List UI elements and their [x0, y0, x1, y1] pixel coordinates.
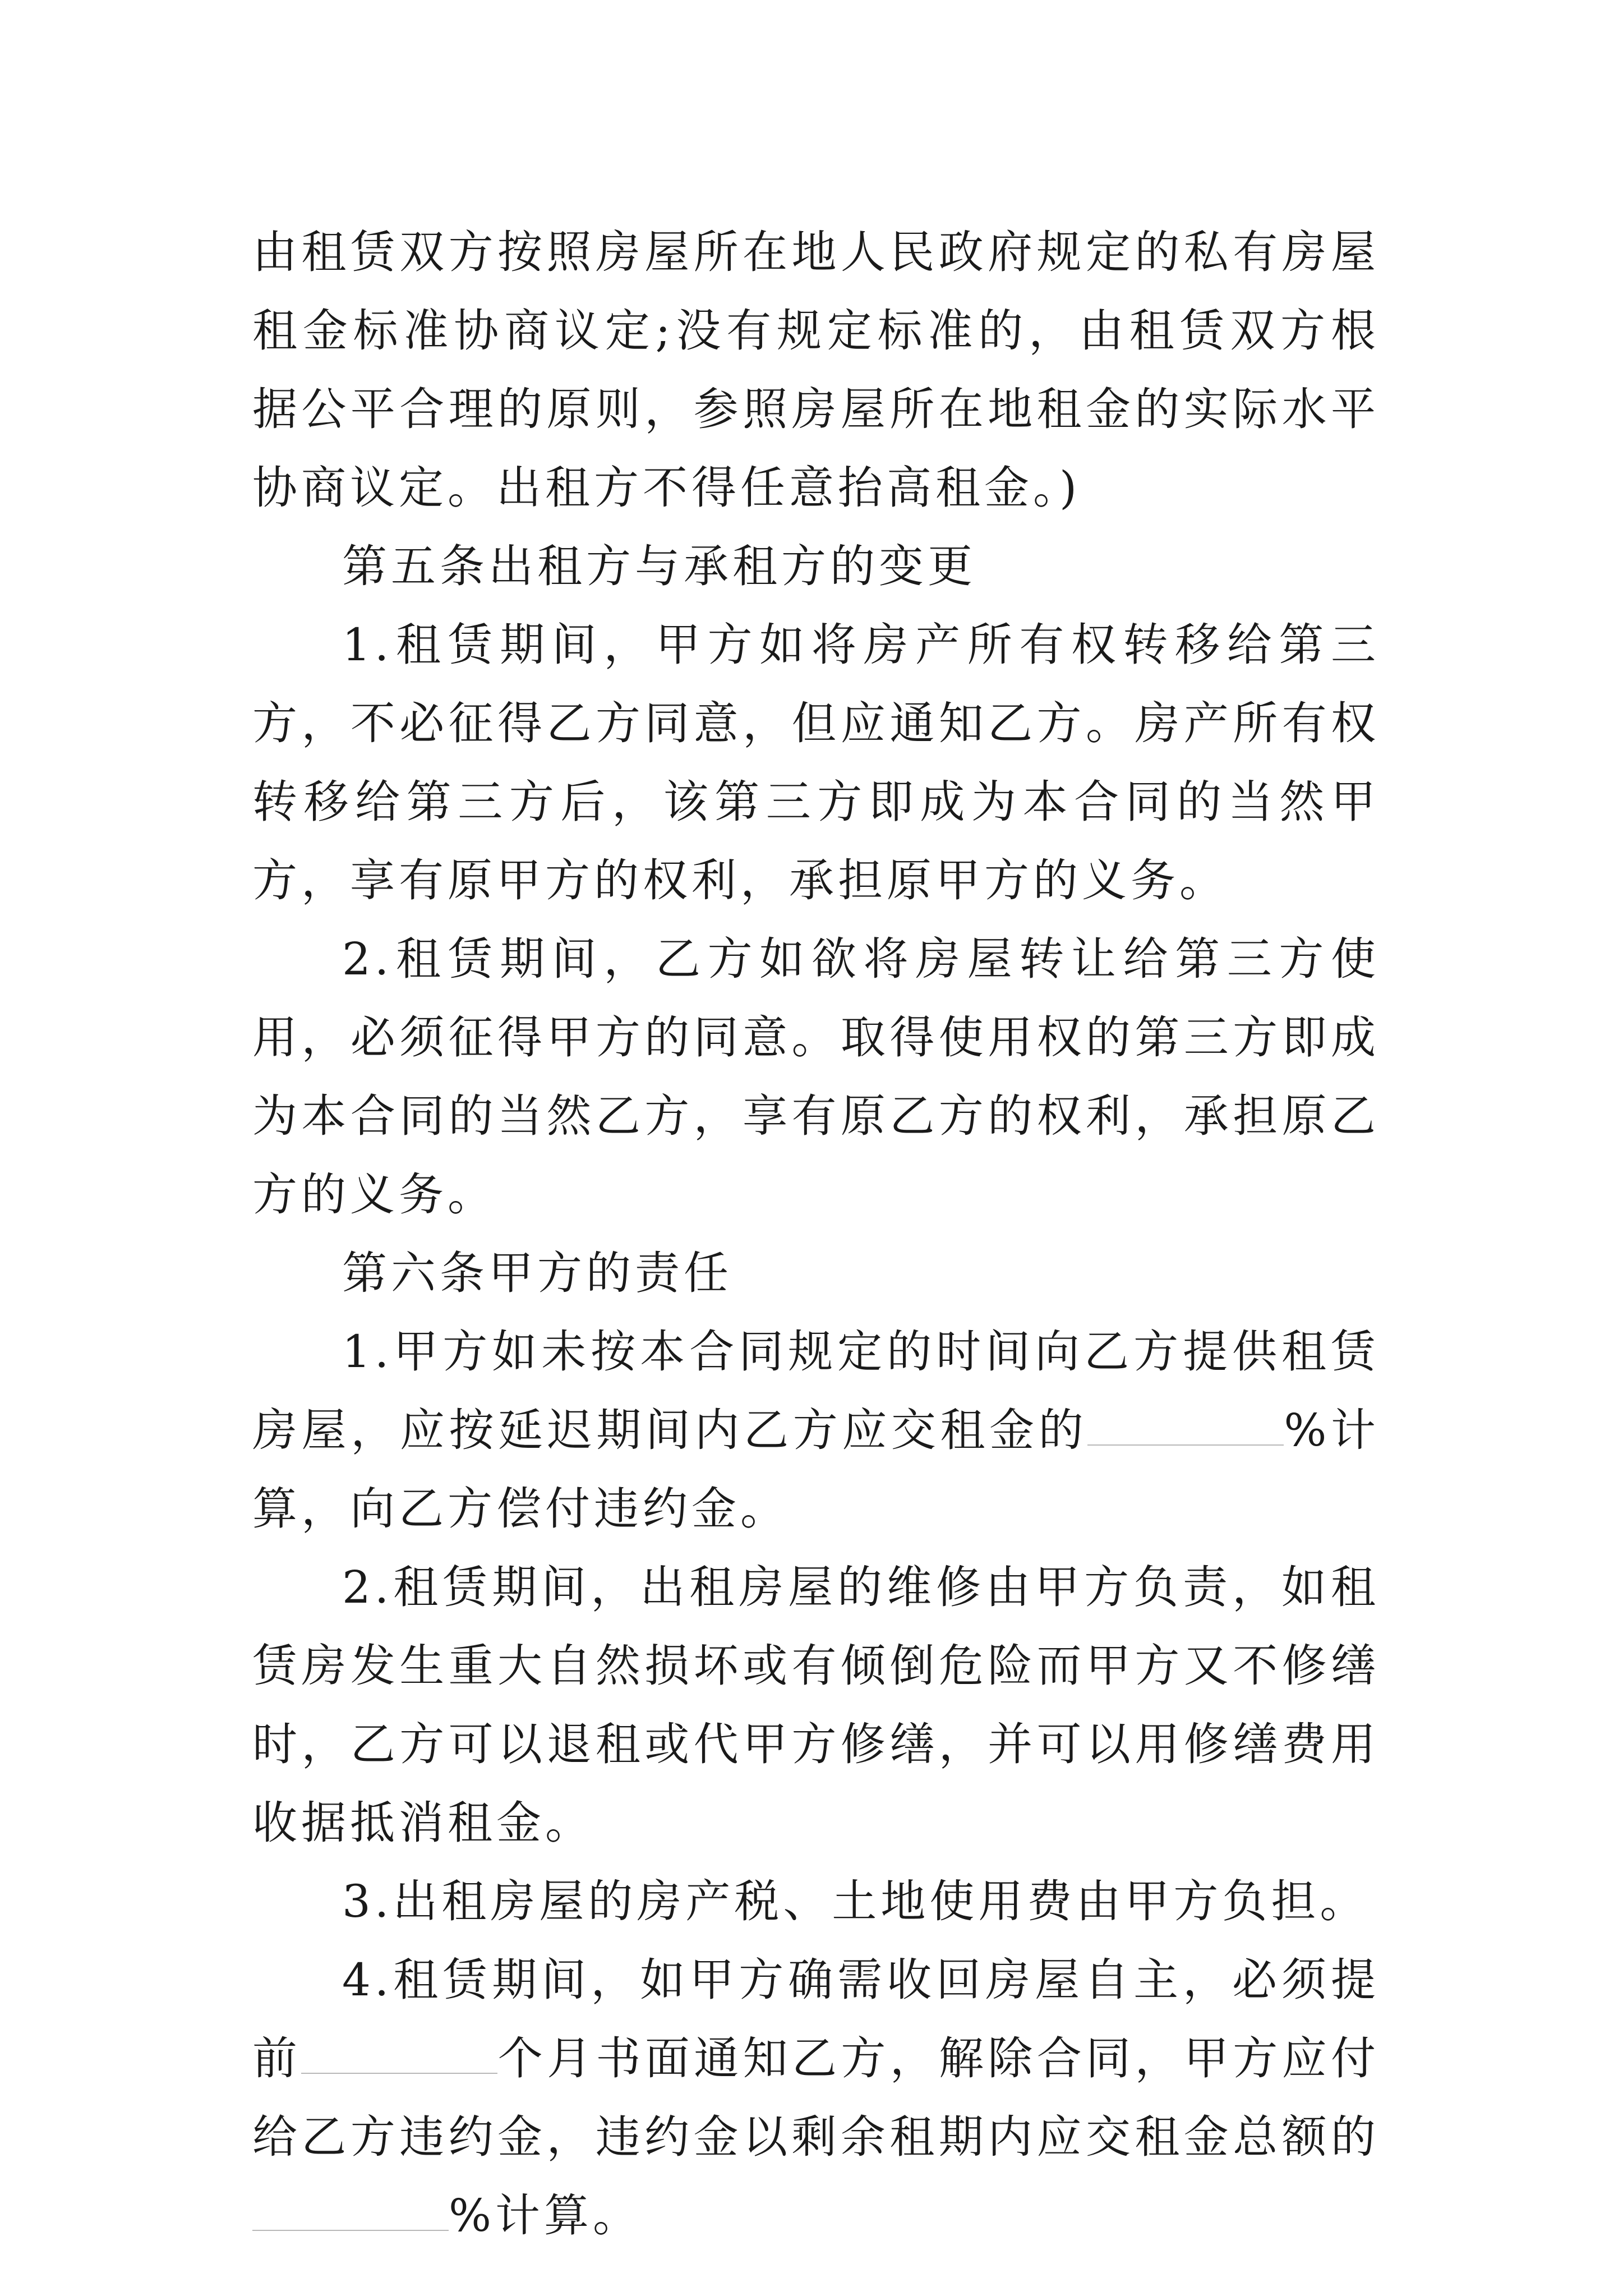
clause-text: 个月书面通知乙方，解除合同，甲方应付给乙方违约金，违约金以剩余租期内应交租金总额的: [252, 2032, 1380, 2163]
paragraph-article-5-clause-1: 1.租赁期间，甲方如将房产所有权转移给第三方，不必征得乙方同意，但应通知乙方。房产所有权转移给第三方后，该第三方即成为本合同的当然甲方，享有原甲方的权利，承担原甲方的义务。: [252, 619, 1380, 907]
paragraph-article-6-clause-4: [252, 1941, 1380, 2255]
months-blank: [301, 2030, 497, 2074]
paragraph-article-6-clause-2: 2.租赁期间，出租房屋的维修由甲方负责，如租赁房发生重大自然损坏或有倾倒危险而甲方又不修缮时，乙方可以退租或代甲方修缮，并可以用修缮费用收据抵消租金。: [252, 1561, 1380, 1849]
percentage-blank: [1087, 1402, 1284, 1446]
paragraph-article-5-clause-2: 2.租赁期间，乙方如欲将房屋转让给第三方使用，必须征得甲方的同意。取得使用权的第三方即成为本合同的当然乙方，享有原乙方的权利，承担原乙方的义务。: [252, 933, 1380, 1221]
clause-text: 4.租赁期间，如甲方确需收回房屋自主，必须提前: [252, 1954, 1380, 2085]
paragraph-article-6-clause-3: 3.出租房屋的房产税、土地使用费由甲方负担。: [342, 1875, 1369, 1927]
clause-text: 1.甲方如未按本合同规定的时间向乙方提供租赁房屋，应按延迟期间内乙方应交租金的: [252, 1326, 1380, 1456]
clause-text: %计算，向乙方偿付违约金。: [252, 1404, 1380, 1535]
clause-text: %计算。: [449, 2189, 642, 2242]
document-body: [252, 213, 1380, 2255]
paragraph-rent-standard: 由租赁双方按照房屋所在地人民政府规定的私有房屋租金标准协商议定;没有规定标准的，由租赁双方根据公平合理的原则，参照房屋所在地租金的实际水平协商议定。出租方不得任意抬高租金。): [252, 226, 1380, 514]
heading-article-5: 第五条出租方与承租方的变更: [342, 540, 976, 592]
percentage-blank: [252, 2187, 449, 2231]
paragraph-article-6-clause-1: [252, 1313, 1380, 1548]
heading-article-6: 第六条甲方的责任: [342, 1247, 732, 1299]
